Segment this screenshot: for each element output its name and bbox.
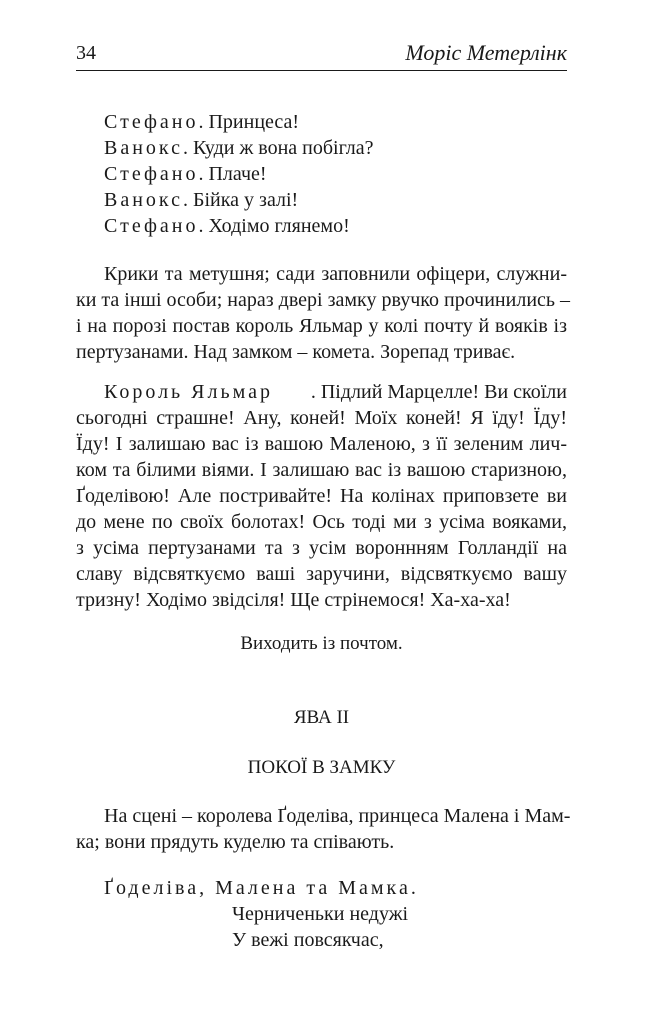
running-header: [76, 36, 567, 71]
king-speech-first-line: [104, 380, 567, 404]
speech-line: Ґоделівою! Але постривайте! На колінах приповзете ви: [76, 485, 567, 507]
stage-direction-line: ки та інші особи; нараз двері замку рвучко прочинились –: [76, 289, 571, 311]
dialogue-line: [104, 162, 267, 186]
scene-heading: ЯВА II: [293, 707, 350, 728]
speech-line: з усіма пертузанами та з усім вороннням Голландії на: [76, 537, 567, 559]
stage-direction-line: пертузанами. Над замком – комета. Зорепад триває.: [76, 341, 516, 363]
speech-line: до мене по своїх болотах! Ось тоді ми з усіма вояками,: [76, 511, 567, 533]
speech-line: сьогодні страшне! Ану, коней! Моїх коней! Я їду! Їду!: [76, 407, 567, 429]
dialogue-line: [104, 110, 299, 134]
speech-line: ком та білими віями. І залишаю вас із вашою старизною,: [76, 459, 567, 481]
speech-line: Їду! І залишаю вас із вашою Маленою, з її зеленим лич-: [76, 433, 567, 455]
page-number: 34: [76, 42, 96, 64]
dialogue-text: . Куди ж вона побігла?: [183, 137, 374, 159]
song-speakers-line: [104, 876, 416, 900]
speaker-name: Стефано: [104, 163, 199, 185]
speech-line: славу відсвяткуємо ваші заручини, відсвяткуємо вашу: [76, 563, 567, 585]
verse-line: У вежі повсякчас,: [232, 929, 384, 951]
speaker-name: Ванокс: [104, 137, 184, 159]
dialogue-text: . Принцеса!: [198, 111, 300, 133]
stage-direction-line: На сцені – королева Ґоделіва, принцеса Малена і Мам-: [104, 805, 571, 827]
dialogue-line: [104, 188, 298, 212]
running-title: Моріс Метерлінк: [405, 40, 567, 65]
speech-line: тризну! Ходімо звідсіля! Ще стрінемося! Ха-ха-ха!: [76, 589, 511, 611]
speaker-name: Стефано: [104, 111, 199, 133]
stage-direction-line: Крики та метушня; сади заповнили офіцери, служни-: [104, 263, 567, 285]
exit-direction: Виходить із почтом.: [240, 633, 403, 654]
speaker-name: Стефано: [104, 215, 199, 237]
dialogue-line: [104, 136, 374, 160]
verse-line: Черниченьки недужі: [232, 903, 409, 925]
speaker-punct: .: [410, 877, 416, 899]
dialogue-line: [104, 214, 350, 238]
speaker-name: Ґоделіва, Малена та Мамка: [104, 877, 411, 899]
dialogue-text: . Бійка у залі!: [183, 189, 299, 211]
speaker-name: Ванокс: [104, 189, 184, 211]
dialogue-text: . Плаче!: [198, 163, 267, 185]
dialogue-text: . Ходімо глянемо!: [198, 215, 350, 237]
stage-direction-line: ка; вони прядуть куделю та співають.: [76, 831, 395, 853]
speech-text: . Підлий Марцелле! Ви скоїли: [310, 381, 567, 403]
speaker-name: Король Яльмар: [104, 381, 274, 403]
stage-direction-line: і на порозі постав король Яльмар у колі почту й вояків із: [76, 315, 567, 337]
scene-location: ПОКОЇ В ЗАМКУ: [247, 757, 396, 778]
